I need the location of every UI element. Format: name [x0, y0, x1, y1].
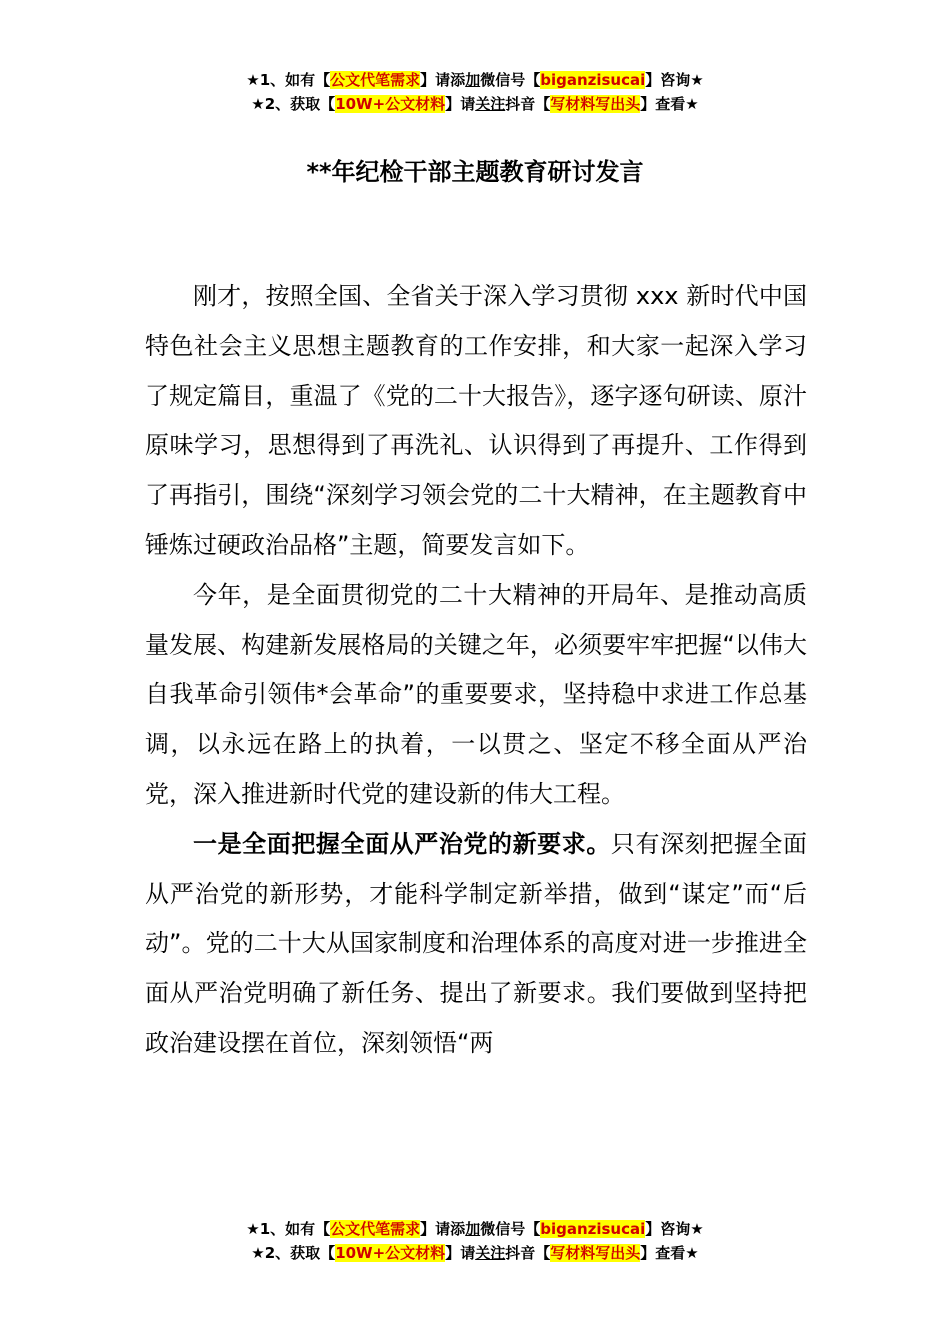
promo-line-1 [0, 68, 950, 92]
promo-text: ★1、如有【 [246, 1220, 331, 1238]
promo-banner-top [0, 68, 950, 116]
promo-text: 】查看★ [640, 95, 699, 113]
section-lead: 一是全面把握全面从严治党的新要求。 [193, 829, 611, 858]
wechat-id: biganzisucai [540, 1220, 646, 1238]
promo-text: 微信号【 [480, 71, 541, 89]
document-title: **年纪检干部主题教育研讨发言 [306, 158, 644, 186]
douyin-account: 写材料写出头 [550, 1244, 641, 1262]
promo-underline: 加 [465, 1220, 481, 1238]
promo-text: 微信号【 [480, 1220, 541, 1238]
paragraph: 刚才，按照全国、全省关于深入学习贯彻 xxx 新时代中国特色社会主义思想主题教育的工作安排，和大家一起深入学习了规定篇目，重温了《党的二十大报告》，逐字逐句研读、原汁原味学习，思想得到了再洗礼、认识得到了再提升、工作得到了再指引，围绕“深刻学习领会党的二十大精神，在主题教育中锤炼过硬政治品格”主题，简要发言如下。 [145, 282, 807, 559]
promo-text: 抖音【 [505, 1244, 551, 1262]
promo-underline: 关注 [475, 1244, 506, 1262]
promo-underline: 关注 [475, 95, 506, 113]
promo-line-1 [0, 1217, 950, 1241]
promo-text: 】请添 [420, 71, 466, 89]
promo-text: ★2、获取【 [251, 1244, 336, 1262]
section-text: 只有深刻把握全面从严治党的新形势，才能科学制定新举措，做到“谋定”而“后动”。党的二十大从国家制度和治理体系的高度对进一步推进全面从严治党明确了新任务、提出了新要求。我们要做到坚持把政治建设摆在首位，深刻领悟“两 [145, 829, 808, 1057]
wechat-id: biganzisucai [540, 71, 646, 89]
douyin-account: 写材料写出头 [550, 95, 641, 113]
promo-text: 】咨询★ [645, 1220, 704, 1238]
promo-banner-bottom [0, 1217, 950, 1265]
promo-highlight: 公文代笔需求 [330, 1220, 421, 1238]
promo-text: 】请添 [420, 1220, 466, 1238]
promo-line-2 [0, 92, 950, 116]
promo-underline: 加 [465, 71, 481, 89]
section-paragraph [145, 820, 807, 1069]
paragraph: 今年，是全面贯彻党的二十大精神的开局年、是推动高质量发展、构建新发展格局的关键之年，必须要牢牢把握“以伟大自我革命引领伟*会革命”的重要要求，坚持稳中求进工作总基调，以永远在路上的执着，一以贯之、坚定不移全面从严治党，深入推进新时代党的建设新的伟大工程。 [145, 580, 807, 808]
promo-highlight: 10W+公文材料 [335, 1244, 446, 1262]
promo-text: 】请 [445, 95, 476, 113]
promo-text: 】查看★ [640, 1244, 699, 1262]
promo-line-2 [0, 1241, 950, 1265]
promo-highlight: 10W+公文材料 [335, 95, 446, 113]
promo-highlight: 公文代笔需求 [330, 71, 421, 89]
promo-text: 抖音【 [505, 95, 551, 113]
promo-text: ★2、获取【 [251, 95, 336, 113]
document-body [145, 272, 807, 1069]
promo-text: 】请 [445, 1244, 476, 1262]
promo-text: 】咨询★ [645, 71, 704, 89]
promo-text: ★1、如有【 [246, 71, 331, 89]
